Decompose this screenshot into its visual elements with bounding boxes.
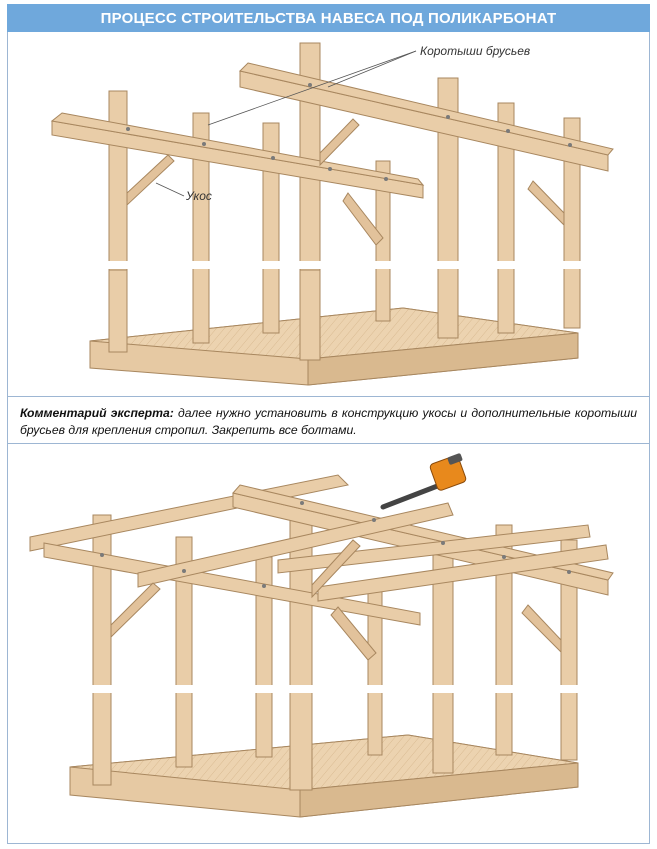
short-beams-label: Коротыши брусьев [420, 44, 531, 58]
page-title: ПРОЦЕСС СТРОИТЕЛЬСТВА НАВЕСА ПОД ПОЛИКАРБОНАТ [7, 4, 650, 32]
top-illustration-panel [8, 33, 649, 396]
expert-comment-text: далее нужно установить в конструкцию укосы и дополнительные коротыши брусьев для крепления стропил. Закрепить все болтами. [20, 406, 637, 437]
chainsaw-icon [383, 453, 467, 507]
beams [52, 63, 613, 198]
canopy-frame-with-rafters-illustration [8, 445, 649, 843]
canopy-frame-with-braces-illustration [8, 33, 649, 396]
expert-comment-prefix: Комментарий эксперта: [20, 406, 174, 420]
expert-comment [8, 396, 649, 444]
rafters [30, 475, 613, 625]
brace-label: Укос [186, 189, 212, 203]
bottom-illustration-panel [8, 445, 649, 843]
